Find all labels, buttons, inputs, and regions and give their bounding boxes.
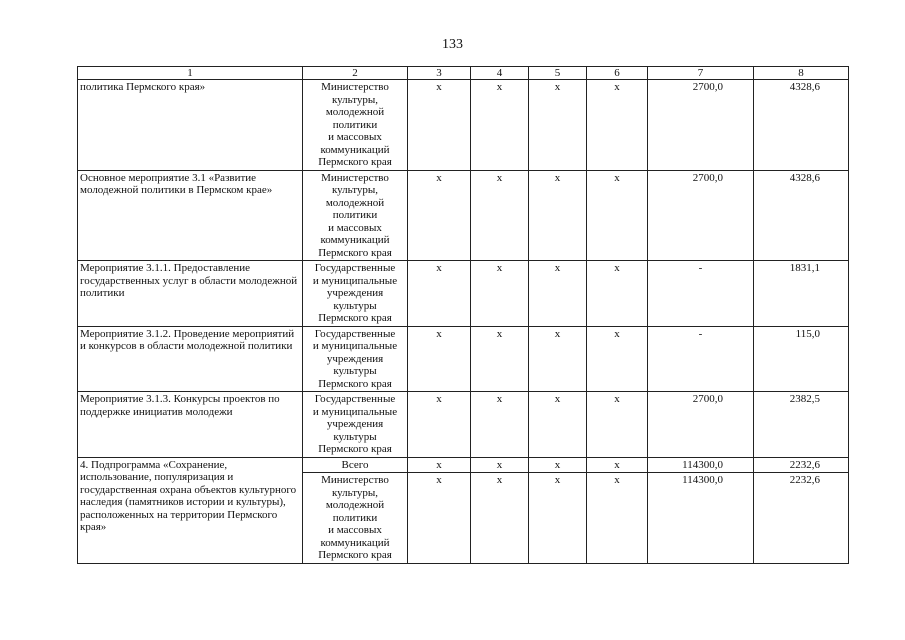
value-cell: х (587, 326, 648, 392)
amount-cell: 2700,0 (648, 170, 754, 261)
value-cell: х (408, 326, 471, 392)
executor-cell: Министерство культуры, молодежной политики и массовых коммуникаций Пермского края (303, 170, 408, 261)
header-cell: 6 (587, 67, 648, 80)
subprogram-name-cell: 4. Подпрограмма «Сохранение, использование, популяризация и государственная охрана объектов культурного наследия (памятников истории и культуры), расположенных на территории Пермского края» (78, 457, 303, 563)
value-cell: х (587, 261, 648, 327)
program-name-cell: Мероприятие 3.1.2. Проведение мероприятий и конкурсов в области молодежной политики (78, 326, 303, 392)
executor-cell: Государственные и муниципальные учреждения культуры Пермского края (303, 261, 408, 327)
amount-cell: 2232,6 (754, 457, 849, 473)
table-row (78, 261, 849, 327)
value-cell: х (408, 392, 471, 458)
budget-table (77, 66, 849, 564)
header-cell: 3 (408, 67, 471, 80)
amount-cell: 115,0 (754, 326, 849, 392)
header-cell: 2 (303, 67, 408, 80)
executor-cell: Министерство культуры, молодежной политики и массовых коммуникаций Пермского края (303, 80, 408, 171)
amount-cell: 2700,0 (648, 392, 754, 458)
table-header-row (78, 67, 849, 80)
amount-cell: 2700,0 (648, 80, 754, 171)
value-cell: х (471, 326, 529, 392)
value-cell: х (529, 80, 587, 171)
amount-cell: 114300,0 (648, 457, 754, 473)
amount-cell: 114300,0 (648, 473, 754, 564)
value-cell: х (408, 473, 471, 564)
subprogram-total-row (78, 457, 849, 473)
program-name-cell: политика Пермского края» (78, 80, 303, 171)
amount-cell: 4328,6 (754, 170, 849, 261)
page-number: 133 (442, 37, 463, 52)
amount-cell: 2232,6 (754, 473, 849, 564)
header-cell: 5 (529, 67, 587, 80)
value-cell: х (408, 261, 471, 327)
value-cell: х (471, 457, 529, 473)
value-cell: х (529, 392, 587, 458)
executor-cell: Всего (303, 457, 408, 473)
value-cell: х (587, 392, 648, 458)
value-cell: х (587, 473, 648, 564)
value-cell: х (587, 457, 648, 473)
header-cell: 7 (648, 67, 754, 80)
value-cell: х (529, 326, 587, 392)
value-cell: х (471, 80, 529, 171)
amount-cell: 2382,5 (754, 392, 849, 458)
value-cell: х (471, 170, 529, 261)
table-row (78, 170, 849, 261)
amount-cell: 1831,1 (754, 261, 849, 327)
program-name-cell: Мероприятие 3.1.1. Предоставление государственных услуг в области молодежной политики (78, 261, 303, 327)
value-cell: х (408, 170, 471, 261)
executor-cell: Государственные и муниципальные учреждения культуры Пермского края (303, 326, 408, 392)
program-name-cell: Мероприятие 3.1.3. Конкурсы проектов по поддержке инициатив молодежи (78, 392, 303, 458)
program-name-cell: Основное мероприятие 3.1 «Развитие молодежной политики в Пермском крае» (78, 170, 303, 261)
amount-cell: - (648, 326, 754, 392)
table-row (78, 326, 849, 392)
amount-cell: - (648, 261, 754, 327)
executor-cell: Государственные и муниципальные учреждения культуры Пермского края (303, 392, 408, 458)
amount-cell: 4328,6 (754, 80, 849, 171)
value-cell: х (529, 170, 587, 261)
value-cell: х (529, 457, 587, 473)
value-cell: х (587, 80, 648, 171)
table-row (78, 392, 849, 458)
header-cell: 4 (471, 67, 529, 80)
value-cell: х (529, 473, 587, 564)
table-row (78, 80, 849, 171)
value-cell: х (471, 261, 529, 327)
header-cell: 8 (754, 67, 849, 80)
value-cell: х (408, 80, 471, 171)
value-cell: х (529, 261, 587, 327)
value-cell: х (408, 457, 471, 473)
value-cell: х (587, 170, 648, 261)
value-cell: х (471, 473, 529, 564)
header-cell: 1 (78, 67, 303, 80)
executor-cell: Министерство культуры, молодежной политики и массовых коммуникаций Пермского края (303, 473, 408, 564)
value-cell: х (471, 392, 529, 458)
